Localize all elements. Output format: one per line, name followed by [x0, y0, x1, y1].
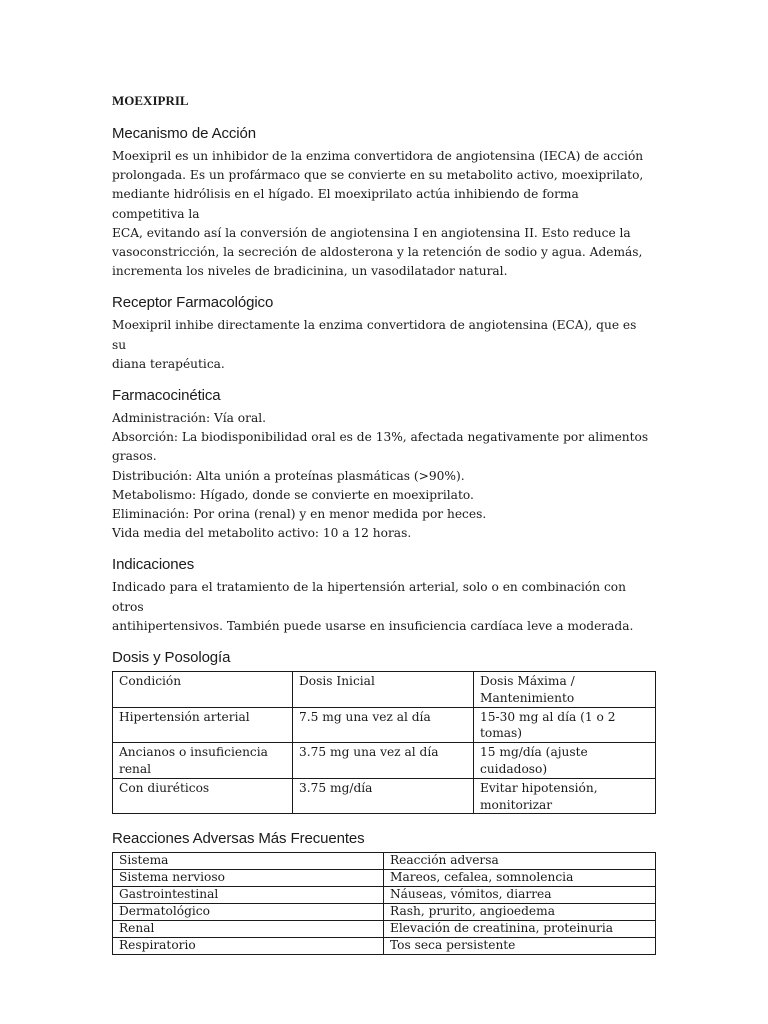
table-header-cell: Dosis Máxima / Mantenimiento — [474, 672, 656, 708]
table-cell: 7.5 mg una vez al día — [293, 707, 474, 743]
text-line: incrementa los niveles de bradicinina, un vasodilatador natural. — [112, 264, 508, 279]
table-cell: Mareos, cefalea, somnolencia — [384, 870, 656, 887]
section-body-receptor — [112, 316, 652, 374]
table-cell: Renal — [113, 921, 384, 938]
text-line: grasos. — [112, 449, 157, 464]
table-header-row — [113, 853, 656, 870]
table-header-cell: Sistema — [113, 853, 384, 870]
section-body-farmacocinetica — [112, 409, 652, 543]
section-heading-dosis: Dosis y Posología — [112, 649, 231, 667]
table-cell: Elevación de creatinina, proteinuria — [384, 921, 656, 938]
text-line: Moexipril es un inhibidor de la enzima convertidora de angiotensina (IECA) de acción — [112, 149, 644, 163]
section-heading-reacciones: Reacciones Adversas Más Frecuentes — [112, 830, 365, 848]
section-heading-indicaciones: Indicaciones — [112, 556, 195, 574]
text-line: mediante hidrólisis en el hígado. El moexiprilato actúa inhibiendo de forma competitiva la — [112, 187, 579, 221]
table-cell: Náuseas, vómitos, diarrea — [384, 887, 656, 904]
text-line: Eliminación: Por orina (renal) y en menor medida por heces. — [112, 507, 487, 522]
text-line: Metabolismo: Hígado, donde se convierte en moexiprilato. — [112, 487, 474, 502]
document-content — [112, 92, 652, 955]
table-cell: 15 mg/día (ajuste cuidadoso) — [474, 743, 656, 779]
table-cell: Con diuréticos — [113, 778, 293, 814]
table-header-cell: Reacción adversa — [384, 853, 656, 870]
table-header-row — [113, 672, 656, 708]
table-cell: Dermatológico — [113, 904, 384, 921]
text-line: Absorción: La biodisponibilidad oral es de 13%, afectada negativamente por alimentos — [112, 430, 649, 445]
section-heading-farmacocinetica: Farmacocinética — [112, 387, 221, 405]
table-cell: 3.75 mg/día — [293, 778, 474, 814]
table-cell: Gastrointestinal — [113, 887, 384, 904]
table-row — [113, 921, 656, 938]
dosis-table — [112, 671, 656, 814]
table-row — [113, 743, 656, 779]
table-row — [113, 870, 656, 887]
table-row — [113, 707, 656, 743]
text-line: diana terapéutica. — [112, 356, 225, 371]
reacciones-table — [112, 852, 656, 955]
text-line: antihipertensivos. También puede usarse en insuficiencia cardíaca leve a moderada. — [112, 618, 634, 633]
section-heading-receptor: Receptor Farmacológico — [112, 294, 274, 312]
text-line: vasoconstricción, la secreción de aldosterona y la retención de sodio y agua. Además, — [112, 245, 643, 260]
table-cell: Rash, prurito, angioedema — [384, 904, 656, 921]
section-heading-mecanismo: Mecanismo de Acción — [112, 125, 257, 142]
table-cell: Hipertensión arterial — [113, 707, 293, 743]
text-line: Indicado para el tratamiento de la hipertensión arterial, solo o en combinación con otros — [112, 580, 626, 614]
text-line: Distribución: Alta unión a proteínas plasmáticas (>90%). — [112, 468, 465, 483]
table-row — [113, 887, 656, 904]
table-row — [113, 904, 656, 921]
table-cell: Tos seca persistente — [384, 938, 656, 955]
spacer — [112, 814, 652, 829]
table-cell: Respiratorio — [113, 938, 384, 955]
table-cell: Sistema nervioso — [113, 870, 384, 887]
table-cell: Ancianos o insuficiencia renal — [113, 743, 293, 779]
document-title: MOEXIPRIL — [112, 93, 189, 108]
table-cell: 3.75 mg una vez al día — [293, 743, 474, 779]
table-cell: 15-30 mg al día (1 o 2 tomas) — [474, 707, 656, 743]
section-body-indicaciones — [112, 578, 652, 636]
text-line: Vida media del metabolito activo: 10 a 12 horas. — [112, 526, 412, 541]
text-line: prolongada. Es un profármaco que se convierte en su metabolito activo, moexiprilato, — [112, 168, 644, 183]
table-cell: Evitar hipotensión, monitorizar — [474, 778, 656, 814]
section-body-mecanismo — [112, 147, 652, 281]
text-line: Moexipril inhibe directamente la enzima convertidora de angiotensina (ECA), que es su — [112, 318, 637, 352]
table-row — [113, 778, 656, 814]
table-row — [113, 938, 656, 955]
table-header-cell: Condición — [113, 672, 293, 708]
text-line: ECA, evitando así la conversión de angiotensina I en angiotensina II. Esto reduce la — [112, 225, 631, 240]
text-line: Administración: Vía oral. — [112, 411, 266, 426]
table-header-cell: Dosis Inicial — [293, 672, 474, 708]
